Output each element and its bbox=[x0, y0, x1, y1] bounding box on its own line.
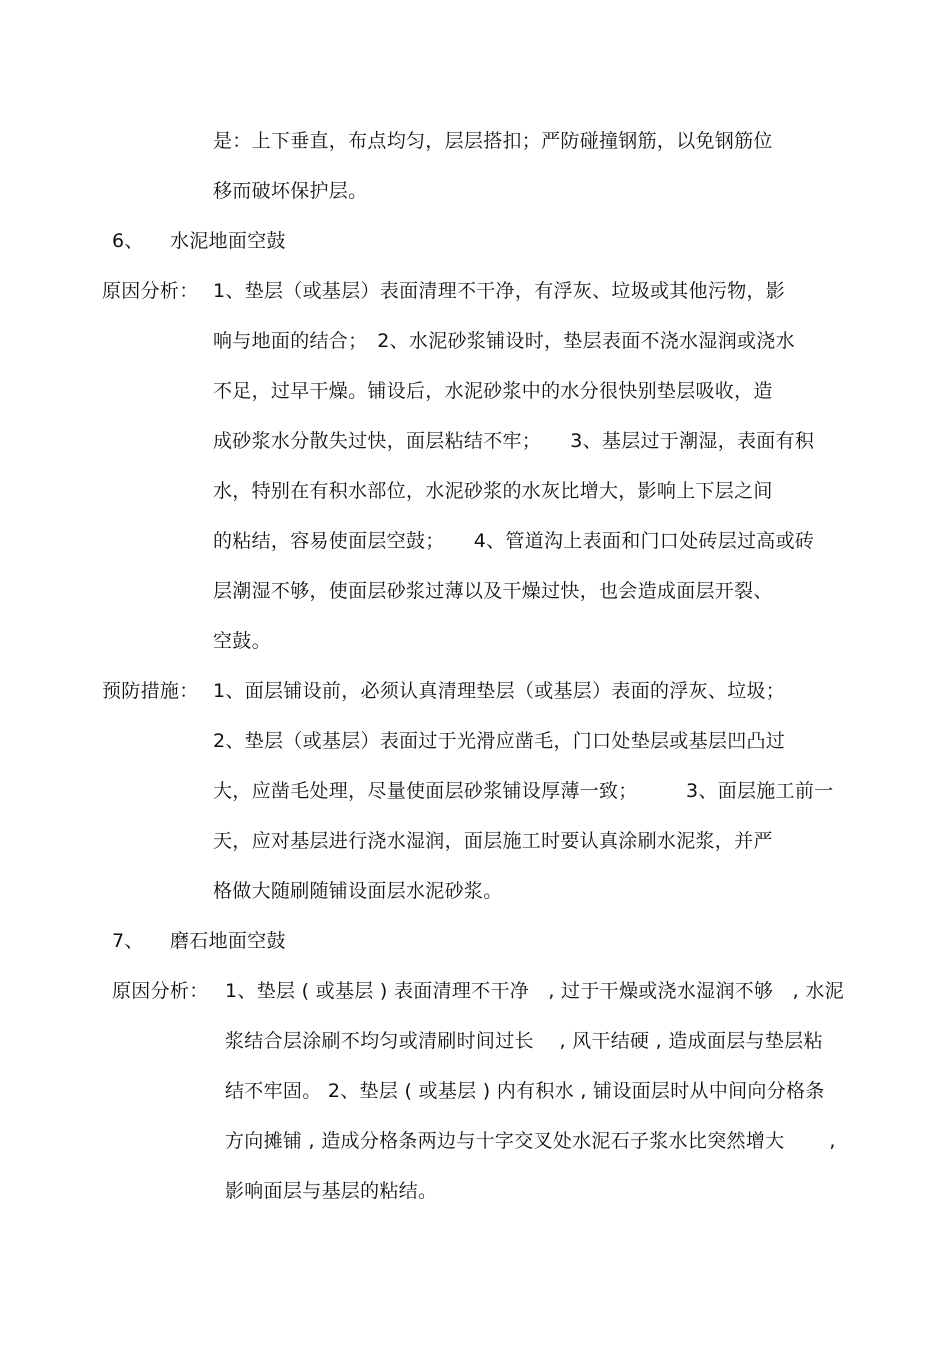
section-heading: 水泥地面空鼓 bbox=[170, 230, 286, 252]
text-line: 1、垫层（或基层）表面清理不干净，有浮灰、垃圾或其他污物，影 bbox=[213, 280, 786, 302]
text-line: 1、面层铺设前，必须认真清理垫层（或基层）表面的浮灰、垃圾； bbox=[213, 680, 786, 702]
section-heading: 磨石地面空鼓 bbox=[170, 930, 286, 952]
label-cause-analysis: 原因分析： bbox=[102, 280, 199, 302]
text-line: 影响面层与基层的粘结。 bbox=[225, 1180, 438, 1202]
label-prevention: 预防措施： bbox=[102, 680, 199, 702]
text-line: 层潮湿不够，使面层砂浆过薄以及干燥过快，也会造成面层开裂、 bbox=[213, 580, 773, 602]
text-line: 浆结合层涂刷不均匀或清刷时间过长 , 风干结硬 , 造成面层与垫层粘 bbox=[225, 1030, 823, 1052]
text-line: 成砂浆水分散失过快，面层粘结不牢； 3、基层过于潮湿，表面有积 bbox=[213, 430, 815, 452]
text-line: 大，应凿毛处理，尽量使面层砂浆铺设厚薄一致； 3、面层施工前一 bbox=[213, 780, 834, 802]
text-line: 是：上下垂直，布点均匀，层层搭扣；严防碰撞钢筋，以免钢筋位 bbox=[213, 130, 773, 152]
text-line: 结不牢固。 2、垫层 ( 或基层 ) 内有积水 , 铺设面层时从中间向分格条 bbox=[225, 1080, 825, 1102]
text-line: 的粘结，容易使面层空鼓； 4、管道沟上表面和门口处砖层过高或砖 bbox=[213, 530, 815, 552]
section-number: 7、 bbox=[112, 930, 144, 952]
text-line: 移而破坏保护层。 bbox=[213, 180, 368, 202]
section-number: 6、 bbox=[112, 230, 144, 252]
text-line: 方向摊铺 , 造成分格条两边与十字交叉处水泥石子浆水比突然增大 , bbox=[225, 1130, 836, 1152]
text-line: 2、垫层（或基层）表面过于光滑应凿毛，门口处垫层或基层凹凸过 bbox=[213, 730, 786, 752]
label-cause-analysis: 原因分析： bbox=[112, 980, 209, 1002]
text-line: 格做大随刷随铺设面层水泥砂浆。 bbox=[213, 880, 503, 902]
text-line: 1、垫层 ( 或基层 ) 表面清理不干净 , 过于干燥或浇水湿润不够 , 水泥 bbox=[225, 980, 844, 1002]
text-line: 天，应对基层进行浇水湿润，面层施工时要认真涂刷水泥浆，并严 bbox=[213, 830, 773, 852]
text-line: 响与地面的结合； 2、水泥砂浆铺设时，垫层表面不浇水湿润或浇水 bbox=[213, 330, 795, 352]
text-line: 水，特别在有积水部位，水泥砂浆的水灰比增大，影响上下层之间 bbox=[213, 480, 773, 502]
text-line: 不足，过早干燥。铺设后，水泥砂浆中的水分很快别垫层吸收，造 bbox=[213, 380, 773, 402]
text-line: 空鼓。 bbox=[213, 630, 271, 652]
